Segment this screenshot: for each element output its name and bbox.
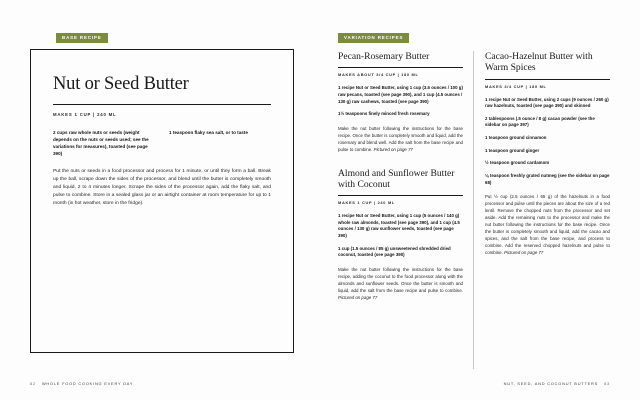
recipe-yield: MAKES 1 CUP | 240 ML — [53, 112, 117, 117]
variation-ingredients — [485, 97, 610, 186]
variations-columns — [338, 51, 610, 369]
right-page — [320, 0, 640, 400]
variation-yield: MAKES 1 CUP | 240 ML — [338, 200, 395, 206]
left-footer-title: WHOLE FOOD COOKING EVERY DAY — [41, 381, 134, 386]
variation-divider — [338, 195, 463, 196]
variation-yield: MAKES 3/4 CUP | 180 ML — [485, 83, 547, 89]
page-title: Nut or Seed Butter — [53, 74, 189, 94]
left-page-footer — [30, 381, 133, 386]
base-recipe-tag: BASE RECIPE — [56, 33, 108, 42]
variation-pictured-note: Pictured on page 77 — [338, 294, 378, 300]
ingredient-item: 1½ teaspoons finely minced fresh rosemary — [338, 111, 430, 117]
ingredient-item: 1 teaspoon ground ginger — [485, 147, 540, 153]
ingredient-item: ⅛ teaspoon freshly grated nutmeg (see the sidebar on page 68) — [485, 172, 610, 185]
ingredient-item: 2 tablespoons (.5 ounce / 8 g) cacao powder (see the sidebar on page 397) — [485, 115, 595, 128]
variation-ingredients — [338, 85, 463, 117]
variation-pecan-rosemary — [338, 51, 463, 154]
variation-recipes-tag: VARIATION RECIPES — [338, 33, 409, 42]
right-footer-title: NUT, SEED, AND COCONUT BUTTERS — [503, 381, 599, 386]
variation-instructions-text: Put ½ cup (2.5 ounces / 65 g) of the hazelnuts in a food processor and pulse until the pieces are about the size of a red lentil. Remove the chopped nuts from the processor and set aside. Add the remaining nuts to the processor and make the nut butter following the instructions for the base recipe. Once the butter is completely smooth and liquid, add the cacao and spices, and the salt from the base recipe, and process to combine. Add the reserved chopped hazelnuts and pulse to combine. — [485, 194, 610, 255]
variation-ingredients — [338, 213, 463, 259]
variation-pictured-note: Pictured on page 77 — [504, 249, 544, 255]
right-page-footer — [504, 381, 610, 386]
ingredients-grid — [53, 129, 271, 157]
variation-title: Pecan-Rosemary Butter — [338, 51, 430, 62]
variation-divider — [485, 79, 610, 80]
variation-recipes-tag-wrapper — [338, 26, 610, 44]
variation-column-left — [338, 51, 473, 369]
title-divider — [53, 104, 271, 105]
variation-instructions — [338, 126, 463, 154]
recipe-instructions: Put the nuts or seeds in a food processor and process for 1 minute, or until they form a ball. Break up the ball, scrape down the sides of the processor, and blend until the butter is completely smooth and liquid, 2 to 4 minutes longer. Scrape the sides of the processor again, add the flaky salt, and pulse to combine. Store in a sealed glass jar or an airtight container at room temperature for up to 1 month (in hot weather, store in the fridge). — [53, 169, 271, 207]
variation-cacao-hazelnut — [485, 51, 610, 257]
ingredient-item: 1 recipe Nut or Seed Butter, using 2 cups (9 ounces / 260 g) raw hazelnuts, toasted (see page 390) and skinned — [485, 96, 609, 109]
variation-pictured-note: Pictured on page 77 — [373, 146, 413, 152]
variation-almond-sunflower — [338, 168, 463, 302]
base-recipe-card — [30, 49, 294, 353]
ingredient-column-2: 1 teaspoon flaky sea salt, or to taste — [169, 130, 248, 135]
base-recipe-tag-wrapper — [56, 26, 294, 44]
variation-divider — [338, 67, 463, 68]
variation-instructions — [338, 267, 463, 302]
ingredient-item: 1 recipe Nut or Seed Butter, using 1 cup (5 ounces / 140 g) whole raw almonds, toasted (see page 390), and 1 cup (4.5 ounces / 130 g) raw sunflower seeds, toasted (see page 390) — [338, 213, 460, 239]
right-page-number: 83 — [604, 381, 610, 386]
variation-instructions-text: Make the nut butter following the instructions for the base recipe. Once the butter is completely smooth and liquid, add the rosemary and blend well. Add the salt from the base recipe and pulse to combine. — [338, 125, 463, 152]
variation-title: Cacao-Hazelnut Butter with Warm Spices — [485, 51, 593, 74]
ingredient-item: 1 recipe Nut or Seed Butter, using 1 cup (3.5 ounces / 100 g) raw pecans, toasted (see page 390), and 1 cup (4.5 ounces / 130 g) raw cashews, toasted (see page 390) — [338, 85, 463, 104]
variation-instructions-text: Make the nut butter following the instructions for the base recipe, adding the coconut to the food processor along with the almonds and sunflower seeds. Once the butter is smooth and liquid, add the salt from the base recipe and pulse to combine. — [338, 266, 463, 293]
ingredient-item: 1 cup (1.5 ounces / 85 g) unsweetened shredded dried coconut, toasted (see page 390) — [338, 245, 451, 258]
ingredient-item: 1 teaspoon ground cinnamon — [485, 135, 547, 141]
variation-column-right — [473, 51, 610, 369]
variation-title: Almond and Sunflower Butter with Coconut — [338, 167, 455, 190]
variation-yield: MAKES ABOUT 3/4 CUP | 180 ML — [338, 72, 419, 78]
ingredient-column-1: 2 cups raw whole nuts or seeds (weight depends on the nuts or seeds used; see the variations for measures), toasted (see page 390) — [53, 130, 149, 157]
ingredient-item: ½ teaspoon ground cardamom — [485, 160, 550, 166]
variation-instructions — [485, 194, 610, 257]
left-page-number: 82 — [30, 381, 36, 386]
